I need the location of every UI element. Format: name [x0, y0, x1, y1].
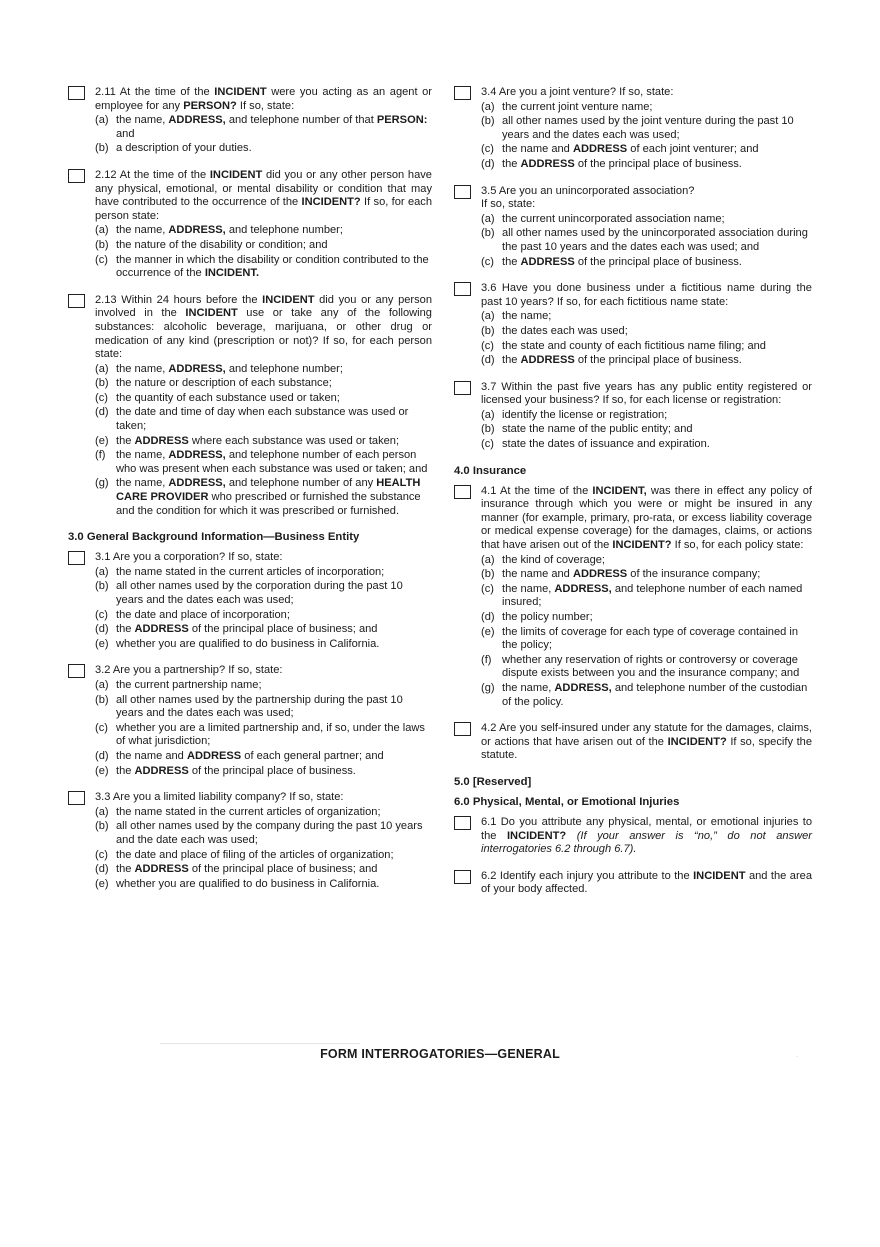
text-run: the: [502, 354, 521, 367]
subquestion-label: (b): [481, 115, 495, 128]
question-number: 3.3: [95, 791, 111, 804]
subquestion-item: [481, 568, 812, 582]
subquestion-item: [95, 142, 432, 156]
text-run: of the principal place of business; and: [188, 863, 378, 876]
subquestion-label: (e): [95, 877, 109, 890]
subquestion-item: [481, 626, 812, 653]
text-run: the: [116, 764, 135, 777]
question-text: [481, 86, 812, 100]
answer-checkbox[interactable]: [454, 485, 471, 499]
text-run: all other names used by the company during the past 10 years and the date each was used;: [116, 820, 423, 846]
text-run: and telephone number;: [225, 224, 343, 237]
text-run: was there in effect any policy of insurance through which you were or might be insured in any manner (for example, primary, pro-rata, or excess liability coverage or medical expense coverage) for the damages, claims, or actions that have arisen out of the: [481, 484, 812, 552]
text-run: the date and place of filing of the articles of organization;: [116, 848, 394, 861]
subquestion-label: (e): [481, 625, 495, 638]
subquestion-label: (c): [481, 339, 494, 352]
text-run: were you acting as an agent or employee for any: [95, 86, 432, 112]
subquestion-item: [95, 377, 432, 391]
question-number: 6.1: [481, 815, 497, 828]
subquestion-item: [95, 820, 432, 847]
subquestion-label: (e): [95, 764, 109, 777]
subquestion-list: [95, 679, 432, 778]
subquestion-list: [95, 566, 432, 652]
text-run: of the principal place of business.: [188, 764, 356, 777]
defined-term: HEALTH CARE PROVIDER: [116, 477, 421, 504]
answer-checkbox[interactable]: [68, 169, 85, 183]
defined-term: INCIDENT?: [506, 829, 567, 842]
question-number: 3.1: [95, 551, 111, 564]
section-heading: 4.0 Insurance: [454, 464, 527, 477]
text-run: of the principal place of business; and: [188, 623, 378, 636]
defined-term: ADDRESS,: [168, 224, 226, 237]
subquestion-item: [95, 406, 432, 433]
subquestion-label: (b): [481, 423, 495, 436]
text-run: all other names used by the unincorporated association during the past 10 years and the dates each was used; and: [502, 227, 808, 253]
question-number: 2.13: [95, 293, 117, 306]
subquestion-label: (a): [95, 565, 109, 578]
answer-checkbox[interactable]: [454, 816, 471, 830]
subquestion-label: (a): [95, 678, 109, 691]
question-number: 3.5: [481, 184, 497, 197]
question-number: 3.6: [481, 282, 497, 295]
subquestion-label: (e): [95, 637, 109, 650]
defined-term: INCIDENT: [209, 168, 263, 181]
question-text: [95, 294, 432, 362]
question-text: [95, 664, 432, 678]
text-run: of the principal place of business.: [574, 255, 742, 268]
subquestion-item: [481, 423, 812, 437]
subquestion-label: (a): [481, 100, 495, 113]
subquestion-item: [481, 409, 812, 423]
question-text: [481, 870, 812, 897]
subquestion-item: [95, 392, 432, 406]
text-run: the quantity of each substance used or taken;: [116, 391, 340, 404]
interrogatory-2-12: [68, 169, 432, 281]
subquestion-label: (c): [481, 582, 494, 595]
subquestion-item: [95, 722, 432, 749]
subquestion-item: [481, 682, 812, 709]
subquestion-label: (d): [481, 611, 495, 623]
text-run: Are you a corporation? If so, state:: [112, 551, 283, 564]
subquestion-label: (a): [481, 212, 495, 225]
text-run: Are you an unincorporated association?: [498, 184, 695, 197]
text-run: did you or any person involved in the: [95, 293, 432, 320]
defined-term: ADDRESS: [134, 623, 189, 636]
subquestion-label: (b): [95, 580, 109, 593]
subquestion-label: (f): [95, 449, 106, 462]
text-run: and telephone number of the custodian of the policy.: [502, 681, 808, 708]
defined-term: INCIDENT,: [592, 484, 647, 497]
subquestion-label: (c): [95, 848, 108, 861]
text-run: the: [116, 623, 135, 636]
defined-term: INCIDENT.: [204, 267, 260, 280]
subquestion-item: [95, 609, 432, 623]
subquestion-label: (a): [481, 310, 495, 323]
defined-term: ADDRESS: [572, 143, 628, 156]
defined-term: INCIDENT: [693, 869, 746, 882]
subquestion-item: [481, 143, 812, 157]
defined-term: ADDRESS,: [168, 449, 226, 462]
text-run: all other names used by the joint venture during the past 10 years and the dates each was used;: [502, 115, 794, 141]
defined-term: ADDRESS: [186, 749, 242, 762]
subquestion-label: (d): [95, 863, 109, 876]
text-run: the name,: [502, 681, 555, 694]
text-run: Are you a partnership? If so, state:: [112, 664, 283, 677]
text-run: the limits of coverage for each type of coverage contained in the policy;: [502, 625, 799, 652]
text-run: the: [502, 157, 521, 170]
text-run: and: [116, 127, 135, 140]
subquestion-label: (c): [481, 438, 494, 451]
question-text: [481, 185, 812, 199]
interrogatory-3-2: [68, 664, 432, 778]
text-run: the: [116, 863, 135, 876]
subquestion-label: (c): [481, 255, 494, 268]
text-run: If so, specify the statute.: [481, 735, 813, 762]
text-run: the name,: [502, 582, 555, 595]
subquestion-item: [95, 806, 432, 820]
subquestion-item: [95, 679, 432, 693]
answer-checkbox[interactable]: [68, 86, 85, 100]
subquestion-item: [481, 158, 812, 172]
answer-checkbox[interactable]: [454, 282, 471, 296]
question-text: [95, 86, 432, 113]
subquestion-item: [481, 654, 812, 681]
subquestion-item: [95, 580, 432, 607]
defined-term: ADDRESS,: [168, 362, 226, 375]
text-run: If so, for each policy state:: [671, 539, 804, 552]
text-run: Do you attribute any physical, mental, or emotional injuries to the: [481, 815, 812, 842]
defined-term: INCIDENT: [185, 307, 238, 320]
text-run: and telephone number;: [225, 362, 343, 375]
answer-checkbox[interactable]: [454, 381, 471, 395]
text-run: If so, state:: [236, 99, 295, 112]
text-run: Are you a joint venture? If so, state:: [498, 86, 674, 98]
subquestion-label: (c): [481, 143, 494, 156]
question-text: [481, 381, 812, 408]
subquestion-item: [95, 878, 432, 892]
subquestion-item: [95, 863, 432, 877]
text-run: whether you are a limited partnership and, if so, under the laws of what jurisdiction;: [116, 721, 425, 748]
right-column: [454, 86, 812, 910]
text-run: Within 24 hours before the: [121, 293, 263, 306]
subquestion-item: [95, 477, 432, 518]
text-run: all other names used by the partnership during the past 10 years and the dates each was used;: [116, 693, 403, 720]
text-run: the date and place of incorporation;: [116, 608, 290, 621]
question-number: 4.2: [481, 722, 497, 735]
text-run: the current unincorporated association name;: [502, 212, 725, 225]
defined-term: ADDRESS,: [168, 114, 226, 127]
text-run: whether you are qualified to do business in California.: [116, 637, 380, 650]
subquestion-label: (a): [95, 114, 109, 127]
subquestion-label: (a): [95, 805, 109, 818]
text-run: identify the license or registration;: [502, 408, 668, 421]
answer-checkbox[interactable]: [454, 722, 471, 736]
defined-term: ADDRESS: [134, 863, 189, 876]
subquestion-label: (b): [95, 693, 109, 706]
text-run: the name stated in the current articles of organization;: [116, 805, 381, 818]
subquestion-item: [95, 623, 432, 637]
question-text: [481, 816, 812, 857]
subquestion-label: (g): [481, 681, 495, 694]
defined-term: ADDRESS: [520, 157, 575, 170]
answer-checkbox[interactable]: [454, 185, 471, 199]
question-text: [481, 485, 812, 553]
subquestion-item: [95, 750, 432, 764]
defined-term: INCIDENT?: [612, 539, 672, 552]
subquestion-item: [481, 340, 812, 354]
subquestion-item: [95, 638, 432, 652]
text-run: of each joint venturer; and: [627, 143, 759, 156]
interrogatory-3-1: [68, 551, 432, 651]
subquestion-list: [95, 114, 432, 156]
subquestion-item: [95, 363, 432, 377]
text-run: the name,: [116, 114, 169, 127]
question-text: [481, 722, 812, 763]
text-run: where each substance was used or taken;: [188, 434, 400, 447]
question-text: [95, 169, 432, 223]
text-run: the current partnership name;: [116, 678, 262, 691]
subquestion-label: (a): [95, 362, 109, 375]
subquestion-label: (c): [95, 253, 108, 266]
text-run: the nature or description of each substance;: [116, 377, 332, 390]
subquestion-item: [95, 694, 432, 721]
text-run: the manner in which the disability or condition contributed to the occurrence of the: [116, 253, 429, 280]
defined-term: ADDRESS,: [168, 477, 226, 490]
subquestion-label: (d): [481, 354, 495, 367]
text-run: the name,: [116, 477, 169, 490]
text-run: At the time of the: [119, 86, 215, 98]
section-heading: 3.0 General Background Information—Business Entity: [68, 531, 360, 544]
text-run: the kind of coverage;: [502, 553, 605, 566]
question-number: 3.4: [481, 86, 497, 98]
defined-term: INCIDENT?: [301, 196, 361, 209]
interrogatory-6-1: [454, 816, 812, 857]
subquestion-label: (b): [95, 238, 109, 251]
interrogatory-3-4: [454, 86, 812, 172]
subquestion-item: [95, 435, 432, 449]
text-run: the current joint venture name;: [502, 100, 653, 113]
defined-term: INCIDENT: [214, 86, 267, 98]
subquestion-item: [481, 101, 812, 115]
text-run: the: [116, 434, 135, 447]
section-heading: 5.0 [Reserved]: [454, 775, 532, 788]
defined-term: PERSON:: [376, 114, 428, 127]
subquestion-label: (c): [95, 391, 108, 404]
section-heading: 6.0 Physical, Mental, or Emotional Injuries: [454, 795, 680, 808]
subquestion-item: [95, 765, 432, 779]
text-run: the state and county of each fictitious name filing; and: [502, 339, 766, 352]
question-number: 2.11: [95, 86, 116, 98]
defined-term: ADDRESS: [134, 434, 189, 447]
defined-term: ADDRESS: [520, 255, 575, 268]
subquestion-item: [481, 554, 812, 568]
left-column: [68, 86, 432, 904]
defined-term: ADDRESS: [134, 764, 189, 777]
subquestion-label: (g): [95, 477, 109, 490]
text-run: the name;: [502, 310, 552, 323]
text-run: Are you self-insured under any statute for the damages, claims, or actions that have arisen out of the: [481, 722, 812, 748]
subquestion-item: [481, 325, 812, 339]
subquestion-label: (c): [95, 608, 108, 621]
defined-term: ADDRESS,: [554, 681, 612, 694]
text-run: of the insurance company;: [627, 568, 761, 581]
text-run: the name,: [116, 449, 169, 462]
text-run: (If your answer is “no,” do not answer interrogatories 6.2 through 6.7).: [481, 829, 812, 856]
interrogatory-3-6: [454, 282, 812, 368]
text-run: the dates each was used;: [502, 324, 628, 337]
question-number: 2.12: [95, 168, 117, 181]
subquestion-label: (d): [481, 157, 495, 170]
defined-term: INCIDENT: [262, 293, 315, 306]
subquestion-label: (c): [95, 721, 108, 734]
interrogatory-3-7: [454, 381, 812, 452]
text-run: and the area of your body affected.: [481, 869, 812, 896]
subquestion-list: [481, 101, 812, 172]
answer-checkbox[interactable]: [68, 294, 85, 308]
text-run: the name and: [116, 749, 187, 762]
interrogatory-4-1: [454, 485, 812, 710]
subquestion-label: (a): [95, 224, 109, 237]
subquestion-label: (b): [95, 142, 109, 155]
subquestion-item: [481, 227, 812, 254]
text-run: and telephone number of each person who was present when each substance was used or taken; and: [116, 449, 428, 475]
subquestion-item: [481, 438, 812, 452]
subquestion-list: [95, 224, 432, 280]
subquestion-item: [481, 115, 812, 142]
subquestion-label: (a): [481, 408, 495, 421]
text-run: Have you done business under a fictitious name during the past 10 years? If so, for each fictitious name state:: [481, 282, 812, 308]
text-run: [566, 830, 577, 842]
subquestion-label: (d): [95, 623, 109, 636]
subquestion-item: [95, 566, 432, 580]
subquestion-label: (b): [481, 568, 495, 581]
subquestion-label: (b): [95, 820, 109, 833]
subquestion-item: [95, 114, 432, 141]
question-number: 6.2: [481, 869, 497, 882]
subquestion-label: (b): [481, 227, 495, 240]
subquestion-list: [95, 363, 432, 519]
text-run: the name,: [116, 362, 169, 375]
text-run: of each general partner; and: [241, 749, 384, 762]
text-run: the date and time of day when each substance was used or taken;: [116, 406, 409, 433]
subquestion-list: [481, 554, 812, 710]
answer-checkbox[interactable]: [68, 791, 85, 805]
subquestion-item: [95, 449, 432, 476]
defined-term: INCIDENT?: [667, 735, 727, 748]
interrogatory-2-13: [68, 294, 432, 519]
defined-term: ADDRESS: [572, 568, 628, 581]
text-run: state the name of the public entity; and: [502, 423, 693, 436]
text-run: the name and: [502, 143, 573, 156]
question-text: [481, 282, 812, 309]
subquestion-item: [481, 583, 812, 610]
text-run: Are you a limited liability company? If so, state:: [112, 791, 344, 804]
interrogatory-2-11: [68, 86, 432, 156]
defined-term: ADDRESS: [520, 354, 575, 367]
defined-term: PERSON?: [183, 99, 237, 112]
text-run: did you or any other person have any physical, emotional, or mental disability or condition that may have contributed to the occurrence of the: [95, 168, 432, 209]
answer-checkbox[interactable]: [454, 86, 471, 100]
subquestion-list: [481, 213, 812, 269]
question-text: [95, 551, 432, 565]
subquestion-list: [95, 806, 432, 892]
interrogatory-4-2: [454, 722, 812, 763]
text-run: the: [502, 255, 521, 268]
text-run: use or take any of the following substances: alcoholic beverage, marijuana, or other drug or medication of any kind (prescription or not)? If so, for each person state:: [95, 307, 432, 361]
subquestion-item: [481, 354, 812, 368]
question-number: 3.7: [481, 380, 497, 393]
text-run: If so, for each person state:: [95, 196, 433, 222]
answer-checkbox[interactable]: [454, 870, 471, 884]
answer-checkbox[interactable]: [68, 551, 85, 565]
text-run: Identify each injury you attribute to the: [499, 869, 694, 882]
text-run: At the time of the: [119, 168, 210, 181]
text-run: the policy number;: [502, 611, 593, 623]
text-run: a description of your duties.: [116, 142, 252, 155]
subquestion-label: (d): [95, 749, 109, 762]
subquestion-label: (f): [481, 653, 492, 666]
form-title-footer: FORM INTERROGATORIES—GENERAL: [320, 1047, 560, 1061]
text-run: and telephone number of that: [225, 114, 377, 127]
text-run: who prescribed or furnished the substance and the condition for which it was prescribed or furnished.: [116, 491, 421, 517]
question-number: 3.2: [95, 664, 111, 677]
interrogatory-3-5: [454, 185, 812, 270]
subquestion-label: (b): [95, 377, 109, 390]
text-run: and telephone number of each named insured;: [502, 582, 803, 609]
text-run: state the dates of issuance and expiration.: [502, 438, 710, 451]
text-run: of the principal place of business.: [574, 354, 742, 367]
subquestion-item: [481, 256, 812, 270]
text-run: and telephone number of any: [225, 477, 377, 490]
text-run: whether you are qualified to do business in California.: [116, 877, 380, 890]
text-run: of the principal place of business.: [574, 157, 742, 170]
text-run: the nature of the disability or condition; and: [116, 238, 328, 251]
text-run: all other names used by the corporation during the past 10 years and the dates each was used;: [116, 580, 403, 606]
subquestion-label: (d): [95, 406, 109, 419]
subquestion-label: (a): [481, 553, 495, 566]
subquestion-label: (b): [481, 324, 495, 337]
subquestion-list: [481, 409, 812, 452]
subquestion-item: [481, 611, 812, 625]
defined-term: ADDRESS,: [554, 582, 612, 595]
subquestion-item: [95, 224, 432, 238]
text-run: Within the past five years has any public entity registered or licensed your business? If so, for each license or registration:: [481, 380, 812, 407]
subquestion-item: [95, 239, 432, 253]
subquestion-item: [481, 310, 812, 324]
interrogatory-6-2: [454, 870, 812, 897]
text-run: At the time of the: [500, 484, 593, 497]
footer-rule: [160, 1043, 360, 1044]
text-run: whether any reservation of rights or controversy or coverage dispute exists between you and the insurance company; and: [502, 653, 800, 680]
text-run: the name and: [502, 568, 573, 581]
page-mark: .: [796, 1050, 799, 1059]
subquestion-label: (e): [95, 434, 109, 447]
question-text: [95, 791, 432, 805]
subquestion-item: [95, 849, 432, 863]
question-extra: If so, state:: [481, 198, 536, 211]
answer-checkbox[interactable]: [68, 664, 85, 678]
text-run: the name stated in the current articles of incorporation;: [116, 565, 385, 578]
subquestion-list: [481, 310, 812, 367]
text-run: the name,: [116, 224, 169, 237]
subquestion-item: [481, 213, 812, 227]
subquestion-item: [95, 254, 432, 281]
interrogatory-3-3: [68, 791, 432, 891]
question-number: 4.1: [481, 484, 497, 497]
